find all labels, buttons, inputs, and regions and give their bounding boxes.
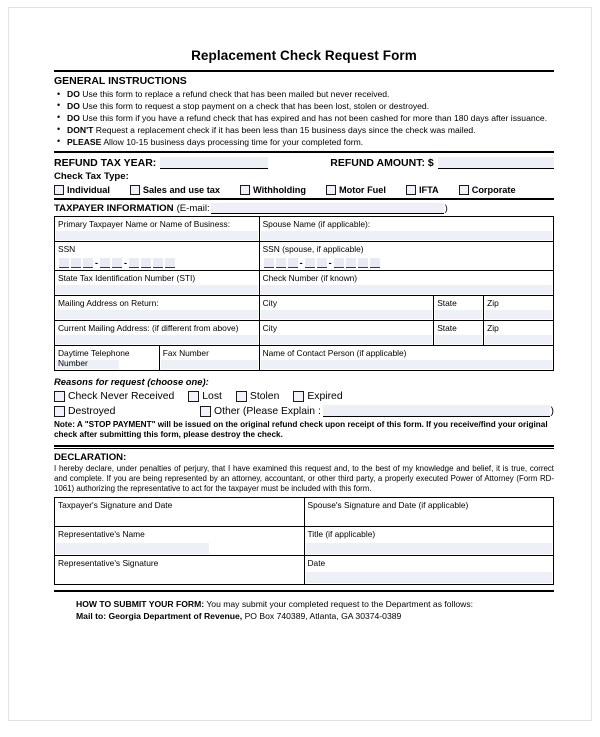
bullet-lead: PLEASE [67,136,102,147]
bullet-text: Allow 10-15 business days processing time for your completed form. [103,136,364,147]
field-input-area[interactable] [56,335,258,344]
checkbox-item-individual[interactable] [54,185,110,195]
ssn-digit[interactable] [71,258,81,268]
ssn-digit[interactable] [264,258,274,268]
checkbox-icon[interactable] [200,406,211,417]
checkbox-icon[interactable] [406,185,416,195]
ssn-separator: - [95,258,98,269]
ssn-separator: - [299,258,303,269]
field-label: Current Mailing Address: (if different from above) [58,323,239,334]
checkbox-icon[interactable] [54,391,65,402]
declaration-body: I hereby declare, under penalties of perjury, that I have examined this request and, to the best of my knowledge and belief, it is true, correct and complete. If you are being represented by an attorney, accountant, or other third party, a properly executed Power of Attorney (Form RD-1061) authorizing the representative to act for the taxpayer must be included with this form. [54,464,554,493]
checkbox-item-motor-fuel[interactable] [326,185,386,195]
field-spouse-signature[interactable] [304,498,554,527]
field-label: Daytime Telephone Number [58,348,130,369]
table-row [55,217,554,242]
field-label: City [262,298,278,309]
bullet-lead: DON'T [67,124,94,135]
email-input[interactable] [211,203,444,214]
bullet-text: Use this form if you have a refund check that has expired and has not been cashed for more than 180 days after issuance. [82,112,548,123]
ssn-separator: - [328,258,332,269]
field-zip[interactable] [484,296,554,321]
field-input-area[interactable] [56,310,258,319]
checkbox-item-check-never-received[interactable] [54,391,174,402]
taxpayer-information-table [54,216,554,371]
field-label: Representative's Name [58,529,145,540]
field-label: State [437,323,457,334]
ssn-digit[interactable] [317,258,327,268]
field-label: Spouse's Signature and Date (if applicable) [307,500,469,511]
taxpayer-information-header [54,203,554,214]
checkbox-label: Corporate [471,185,516,196]
ssn-digit[interactable] [59,258,69,268]
field-label: Fax Number [162,348,209,359]
refund-tax-year-label: REFUND TAX YEAR: [54,157,157,170]
check-tax-type-label: Check Tax Type: [54,171,129,183]
field-label: State Tax Identification Number (STI) [58,273,196,284]
field-label: Name of Contact Person (if applicable) [262,348,407,359]
checkbox-label: Withholding [253,185,306,196]
checkbox-item-withholding[interactable] [240,185,306,195]
tax-type-checkbox-row [54,185,554,195]
checkbox-label: Destroyed [68,405,116,417]
refund-row [54,157,554,169]
table-row [55,296,554,321]
refund-tax-year-input[interactable] [160,157,267,169]
checkbox-label: Stolen [249,391,280,403]
field-title[interactable] [304,527,554,556]
table-row [55,271,554,296]
field-current-mailing-address[interactable] [55,321,260,346]
checkbox-icon[interactable] [326,185,336,195]
mail-instructions [76,610,554,622]
general-instructions-list [54,89,554,148]
signature-table [54,497,554,585]
list-item [54,89,554,100]
checkbox-label: Sales and use tax [142,185,221,196]
field-mailing-address[interactable] [55,296,260,321]
checkbox-item-corporate[interactable] [459,185,516,195]
ssn-digit[interactable] [288,258,298,268]
checkbox-icon[interactable] [54,185,64,195]
checkbox-label: Other (Please Explain : [214,405,321,417]
table-row [55,321,554,346]
checkbox-icon[interactable] [240,185,250,195]
field-input-area[interactable] [161,360,258,369]
field-label: Date [307,558,326,569]
field-input-area[interactable] [261,360,552,369]
checkbox-label: Expired [307,391,343,403]
table-row [55,346,554,371]
title-divider [54,70,554,72]
field-ssn-spouse[interactable] [259,242,553,271]
page-title: Replacement Check Request Form [191,48,417,63]
other-close-paren: ) [550,405,554,417]
field-zip-2[interactable] [484,321,554,346]
field-label: City [262,323,278,334]
field-label: Zip [487,298,499,309]
field-check-number[interactable] [259,271,553,296]
field-state-tax-id[interactable] [55,271,260,296]
ssn-digit[interactable] [165,258,175,268]
checkbox-item-other[interactable] [200,406,321,417]
field-input-area[interactable] [56,543,209,554]
mail-text: PO Box 740389, Atlanta, GA 30374-0389 [242,611,402,622]
declaration-heading: DECLARATION: [54,452,127,464]
checkbox-item-expired[interactable] [293,391,342,402]
checkbox-icon[interactable] [54,406,65,417]
ssn-digit[interactable] [358,258,368,268]
field-input-area[interactable] [306,572,553,583]
checkbox-item-stolen[interactable] [236,391,279,402]
email-close-paren: ) [444,203,448,215]
field-label: SSN [58,244,76,255]
reasons-checkbox-row-1 [54,391,554,402]
field-representative-name[interactable] [55,527,305,556]
tax-type-divider [54,198,554,200]
checkbox-label: IFTA [418,185,439,196]
field-fax-number[interactable] [159,346,259,371]
ssn-digit-group[interactable] [264,258,382,268]
field-city-2[interactable] [259,321,434,346]
table-row [55,556,554,585]
ssn-digit[interactable] [141,258,151,268]
bullet-lead: DO [67,89,80,99]
field-input-area[interactable] [56,231,258,240]
field-daytime-telephone[interactable] [55,346,160,371]
declaration-divider [54,445,554,449]
checkbox-icon[interactable] [236,391,247,402]
ssn-digit[interactable] [276,258,286,268]
field-label: Check Number (if known) [262,273,358,284]
checkbox-icon[interactable] [459,185,469,195]
checkbox-item-destroyed[interactable] [54,406,200,417]
table-row [55,242,554,271]
bullet-lead: DO [67,112,80,123]
checkbox-item-ifta[interactable] [406,185,439,195]
list-item [54,137,554,148]
field-representative-signature[interactable] [55,556,305,585]
refund-amount-input[interactable] [438,157,554,169]
field-label: Mailing Address on Return: [58,298,159,309]
checkbox-icon[interactable] [293,391,304,402]
reasons-title: Reasons for request (choose one): [54,376,209,388]
field-ssn[interactable] [55,242,260,271]
field-city[interactable] [259,296,434,321]
field-input-area[interactable] [435,335,482,344]
field-input-area[interactable] [485,335,552,344]
ssn-digit-group[interactable] [59,258,177,268]
ssn-separator: - [124,258,127,269]
checkbox-item-lost[interactable] [188,391,222,402]
field-label: Zip [487,323,499,334]
other-explain-input[interactable] [323,405,550,417]
field-input-area[interactable] [261,335,433,344]
field-input-area[interactable] [306,543,553,554]
submit-instructions [76,598,554,610]
stop-payment-note: Note: A "STOP PAYMENT" will be issued on the original refund check upon receipt of this form. If you receive/find your original check after submitting this form, please destroy the check. [54,420,548,440]
field-label: Primary Taxpayer Name or Name of Business: [58,219,231,230]
bullet-lead: DO [67,100,80,111]
field-label: Title (if applicable) [307,529,376,540]
list-item [54,113,554,124]
bullet-text: Use this form to request a stop payment on a check that has been lost, stolen or destroyed. [82,100,430,111]
bullet-text: Request a replacement check if it has been less than 15 business days since the check was mailed. [95,124,476,135]
ssn-digit[interactable] [334,258,344,268]
field-label: SSN (spouse, if applicable) [262,244,364,255]
list-item [54,125,554,136]
ssn-digit[interactable] [346,258,356,268]
ssn-digit[interactable] [129,258,139,268]
field-input-area[interactable] [261,231,552,240]
form-page [8,7,592,721]
reasons-checkbox-row-2 [54,405,554,417]
form-content [54,48,554,622]
field-taxpayer-signature[interactable] [55,498,305,527]
ssn-digit[interactable] [305,258,315,268]
ssn-digit[interactable] [112,258,122,268]
field-label: Taxpayer's Signature and Date [58,500,173,511]
instructions-divider [54,151,554,153]
field-label: Representative's Signature [58,558,159,569]
field-label: Spouse Name (if applicable): [262,219,371,230]
submit-lead: HOW TO SUBMIT YOUR FORM: [76,599,205,610]
general-instructions-heading: GENERAL INSTRUCTIONS [54,75,187,87]
checkbox-icon[interactable] [188,391,199,402]
field-state-2[interactable] [434,321,484,346]
ssn-digit[interactable] [100,258,110,268]
field-input-area[interactable] [435,310,482,319]
bullet-text: Use this form to replace a refund check that has been mailed but never received. [82,89,390,99]
checkbox-item-sales-and-use-tax[interactable] [130,185,220,195]
footer [54,598,554,622]
field-primary-taxpayer-name[interactable] [55,217,260,242]
ssn-digit[interactable] [153,258,163,268]
refund-amount-label: REFUND AMOUNT: $ [330,157,434,170]
checkbox-label: Lost [202,391,222,403]
field-spouse-name[interactable] [259,217,553,242]
field-input-area[interactable] [261,285,552,294]
ssn-digit[interactable] [370,258,380,268]
field-label: State [437,298,457,309]
checkbox-icon[interactable] [130,185,140,195]
field-date[interactable] [304,556,554,585]
field-input-area[interactable] [485,310,552,319]
checkbox-label: Motor Fuel [339,185,386,196]
submit-text: You may submit your completed request to the Department as follows: [204,599,474,610]
table-row [55,527,554,556]
list-item [54,101,554,112]
table-row [55,498,554,527]
footer-divider [54,590,554,592]
checkbox-label: Individual [67,185,110,196]
taxpayer-information-heading: TAXPAYER INFORMATION [54,203,174,215]
mail-lead: Mail to: Georgia Department of Revenue, [76,611,243,622]
ssn-digit[interactable] [83,258,93,268]
checkbox-label: Check Never Received [68,391,175,403]
field-input-area[interactable] [261,310,433,319]
field-input-area[interactable] [56,285,258,294]
email-open-paren: (E-mail: [176,203,210,215]
field-contact-person[interactable] [259,346,553,371]
field-state[interactable] [434,296,484,321]
